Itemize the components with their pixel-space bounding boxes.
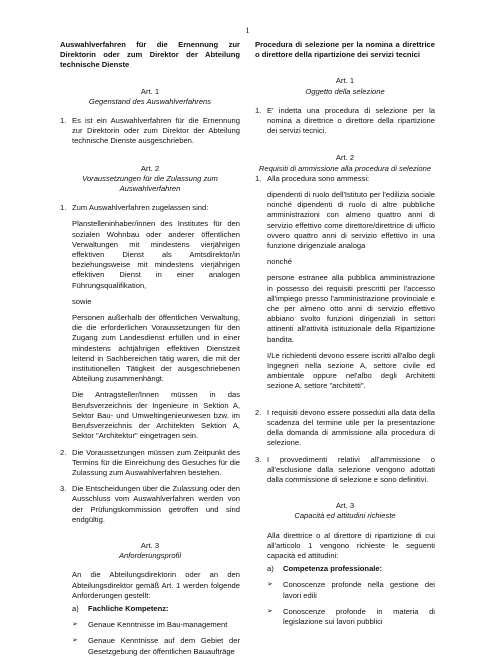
german-art3-bullet2 [60, 636, 240, 656]
german-art2-item3 [60, 484, 240, 525]
item-number: 3. [60, 484, 67, 494]
german-art1-heading: Gegenstand des Auswahlverfahrens [88, 96, 212, 106]
german-art3-sub-a [60, 604, 240, 614]
german-art2-item2 [60, 448, 240, 479]
german-art3-label: Art. 3 [140, 540, 160, 550]
item-number: 2. [60, 447, 67, 457]
item-number: 1. [60, 116, 67, 126]
italian-art3-sub-a [255, 564, 435, 574]
arrow-bullet-icon: ➢ [72, 637, 78, 645]
german-art2-para-c: Die Antragsteller/Innen müssen in das Berufsverzeichnis der Ingenieure in Sektion A, Sektor Bau- und Umweltingenieurwesen bzw. im Berufsverzeichnis der Architekten Sektion A, Sektor "Architektur" eingetragen sein. [72, 390, 240, 441]
italian-art3-bullet2 [255, 607, 435, 627]
sub-letter: a) [72, 603, 79, 613]
bullet-text: Conoscenze profonde nella gestione dei lavori edili [283, 580, 435, 600]
item-text: Alla procedura sono ammessi: [267, 173, 370, 183]
german-art1-item1 [60, 116, 240, 147]
sub-heading: Competenza professionale: [283, 564, 383, 574]
page-number: 1 [245, 25, 250, 35]
item-number: 1. [255, 105, 262, 115]
arrow-bullet-icon: ➢ [267, 607, 273, 615]
bullet-text: Genaue Kenntnisse auf dem Gebiet der Gesetzgebung der öffentlichen Bauaufträge [88, 636, 240, 656]
german-title: Auswahlverfahren für die Ernennung zur Direktorin oder zum Direktor der Abteilung technische Dienste [60, 40, 240, 70]
italian-art2-para-b: persone estranee alla pubblica amministrazione in possesso dei requisiti prescritti per l'accesso all'impiego presso l'amministrazione provinciale e che per almeno otto anni di servizio effettivo abbiano svolto funzioni dirigenziali in settori attinenti all'attività istituzionale della Ripartizione bandita. [267, 273, 435, 344]
item-text: E' indetta una procedura di selezione per la nomina a direttrice o direttore della ripartizione dei servizi tecnici. [267, 105, 435, 136]
italian-art3-intro: Alla direttrice o al direttore di ripartizione di cui all'articolo 1 vengono richieste le seguenti capacità ed attitudini: [267, 530, 435, 560]
italian-art3-label: Art. 3 [335, 501, 355, 511]
italian-art2-label: Art. 2 [335, 153, 355, 163]
german-art2-item1 [60, 203, 240, 213]
italian-art1-label: Art. 1 [335, 76, 355, 86]
arrow-bullet-icon: ➢ [72, 621, 78, 629]
german-art2-heading: Voraussetzungen für die Zulassung zum Auswahlverfahren [82, 173, 218, 194]
italian-art2-nonche: nonché [267, 257, 292, 267]
item-text: Es ist ein Auswahlverfahren für die Ernennung zur Direktorin oder zum Direktor der Abteilung technische Dienste ausgeschrieben. [72, 116, 240, 146]
german-column [60, 40, 240, 657]
italian-art2-item2 [255, 408, 435, 449]
item-text: Zum Auswahlverfahren zugelassen sind: [72, 203, 209, 213]
italian-art3-heading: Capacità ed attitudini richieste [294, 511, 396, 521]
italian-art2-para-a: dipendenti di ruolo dell'Istituto per l'edilizia sociale nonché dipendenti di ruolo di altre pubbliche amministrazioni con almeno quattro anni di servizio effettivo come direttore/direttrice di ufficio ovvero quattro anni di servizio effettivo in una funzione dirigenziale analoga [267, 190, 435, 251]
german-art1-label: Art. 1 [140, 86, 160, 96]
item-number: 1. [255, 173, 262, 183]
arrow-bullet-icon: ➢ [267, 581, 273, 589]
item-text: Die Entscheidungen über die Zulassung oder den Ausschluss vom Auswahlverfahren werden von der Prüfungskommission getroffen und sind endgültig. [72, 484, 240, 524]
bullet-text: Conoscenze profonde in materia di legislazione sui lavori pubblici [283, 606, 435, 626]
sub-letter: a) [267, 564, 274, 574]
german-art3-intro: An die Abteilungsdirektorin oder an den Abteilungsdirektor gemäß Art. 1 werden folgende Anforderungen gestellt: [72, 570, 240, 600]
italian-art1-heading: Oggetto della selezione [305, 86, 385, 96]
german-art3-bullet1 [60, 620, 240, 630]
item-text: I provvedimenti relativi all'ammissione o all'esclusione dalla selezione vengono adottati dalla commissione di selezione e sono definitivi. [267, 454, 435, 484]
italian-column [255, 40, 435, 627]
italian-art2-item1 [255, 174, 435, 184]
item-number: 3. [255, 454, 262, 464]
item-number: 2. [255, 407, 262, 417]
german-art3-heading: Anforderungsprofil [118, 551, 182, 561]
item-text: Die Voraussetzungen müssen zum Zeitpunkt des Termins für die Einreichung des Gesuches für die Zulassung zum Auswahlverfahren bestehen. [72, 447, 240, 477]
item-number: 1. [60, 203, 67, 213]
bullet-text: Genaue Kenntnisse im Bau-management [88, 620, 228, 630]
italian-art2-item3 [255, 455, 435, 486]
german-art2-label: Art. 2 [140, 163, 160, 173]
italian-art2-heading: Requisiti di ammissione alla procedura di selezione [258, 163, 432, 173]
italian-art2-para-c: I/Le richiedenti devono essere iscritti all'albo degli Ingegneri nella sezione A, settore civile ed ambientale oppure nel'albo degli Architetti sezione A, settore "architetti". [267, 350, 435, 391]
sub-heading: Fachliche Kompetenz: [88, 603, 169, 613]
german-art2-para-a: Planstelleninhaber/innen des Institutes für den sozialen Wohnbau oder anderer öffentlichen Verwaltungen mit mindestens vierjährigen effektiven Dienst als Amtsdirektor/in beziehungsweise mit mindestens vierjährigen effektiven Dienst in einer analogen Führungsqualifikation, [72, 219, 240, 290]
italian-art3-bullet1 [255, 580, 435, 600]
italian-title: Procedura di selezione per la nomina a direttrice o direttore della ripartizione dei servizi tecnici [255, 40, 435, 60]
german-art2-sowie: sowie [72, 296, 92, 306]
item-text: I requisiti devono essere posseduti alla data della scadenza del termine utile per la presentazione della domanda di ammissione alla procedura di selezione. [267, 407, 435, 448]
italian-art1-item1 [255, 106, 435, 137]
german-art2-para-b: Personen außerhalb der öffentlichen Verwaltung, die die erforderlichen Voraussetzungen für den Zugang zum Landesdienst erfüllen und in einer mindestens achtjährigen effektiven Dienstzeit leitend in Sachbereichen tätig waren, die mit der institutionellen Tätigkeit der ausgeschriebenen Abteilung zusammenhängt. [72, 313, 240, 384]
